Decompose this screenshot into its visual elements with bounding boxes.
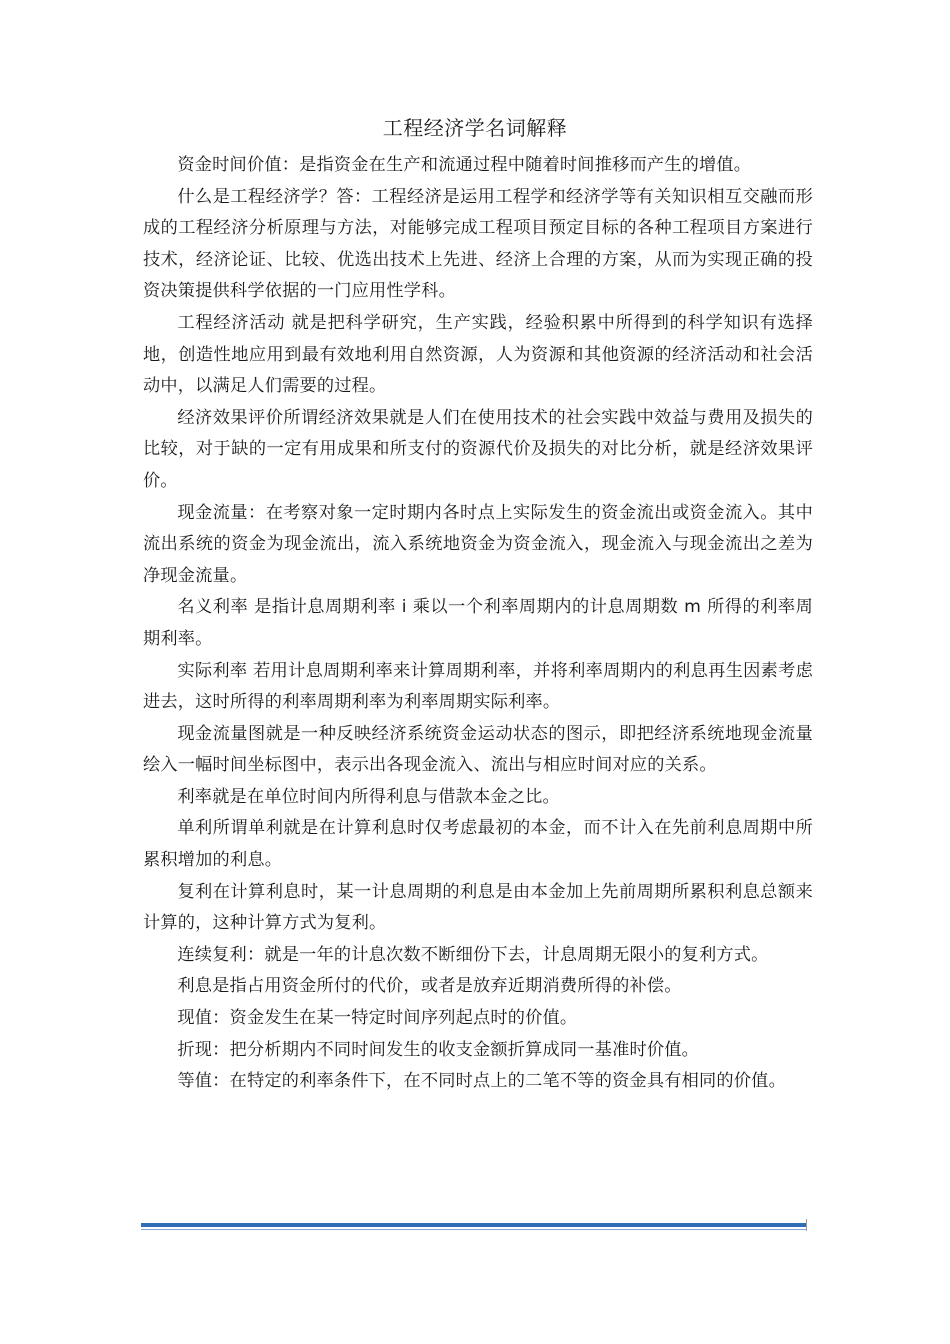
footer-divider-end-mark bbox=[806, 1219, 807, 1231]
paragraph-engineering-economic-activity: 工程经济活动 就是把科学研究，生产实践，经验积累中所得到的科学知识有选择地，创造性地应用到最有效地利用自然资源，人为资源和其他资源的经济活动和社会活动中，以满足人们需要的过程。 bbox=[143, 312, 813, 397]
paragraph-discounting: 折现：把分析期内不同时间发生的收支金额折算成同一基准时价值。 bbox=[177, 1039, 700, 1060]
document-title: 工程经济学名词解释 bbox=[382, 116, 568, 140]
paragraph-engineering-economics: 什么是工程经济学？答：工程经济是运用工程学和经济学等有关知识相互交融而形成的工程经济分析原理与方法，对能够完成工程项目预定目标的各种工程项目方案进行技术，经济论证、比较、优选出技术上先进、经济上合理的方案，从而为实现正确的投资决策提供科学依据的一门应用性学科。 bbox=[143, 186, 813, 302]
paragraph-continuous-compounding: 连续复利：就是一年的计息次数不断细份下去，计息周期无限小的复利方式。 bbox=[177, 944, 769, 965]
paragraph-present-value: 现值：资金发生在某一特定时间序列起点时的价值。 bbox=[177, 1008, 578, 1029]
footer-divider bbox=[141, 1223, 807, 1227]
paragraph-cash-flow: 现金流量：在考察对象一定时期内各时点上实际发生的资金流出或资金流入。其中流出系统的资金为现金流出，流入系统地资金为资金流入，现金流入与现金流出之差为净现金流量。 bbox=[143, 502, 813, 586]
document-body bbox=[143, 150, 813, 1098]
paragraph-equivalence: 等值：在特定的利率条件下，在不同时点上的二笔不等的资金具有相同的价值。 bbox=[177, 1071, 786, 1092]
paragraph-compound-interest: 复利在计算利息时，某一计息周期的利息是由本金加上先前周期所累积利息总额来计算的，这种计算方式为复利。 bbox=[143, 881, 813, 934]
paragraph-time-value-of-money: 资金时间价值：是指资金在生产和流通过程中随着时间推移而产生的增值。 bbox=[177, 155, 752, 175]
paragraph-interest-rate: 利率就是在单位时间内所得利息与借款本金之比。 bbox=[177, 786, 560, 807]
paragraph-cash-flow-diagram: 现金流量图就是一种反映经济系统资金运动状态的图示，即把经济系统地现金流量绘入一幅时间坐标图中，表示出各现金流入、流出与相应时间对应的关系。 bbox=[143, 723, 813, 776]
paragraph-economic-effect-evaluation: 经济效果评价所谓经济效果就是人们在使用技术的社会实践中效益与费用及损失的比较，对于缺的一定有用成果和所支付的资源代价及损失的对比分析，就是经济效果评价。 bbox=[143, 407, 813, 491]
footer-divider-thin bbox=[141, 1229, 807, 1230]
paragraph-nominal-interest-rate: 名义利率 是指计息周期利率 i 乘以一个利率周期内的计息周期数 m 所得的利率周期利率。 bbox=[143, 597, 813, 649]
paragraph-effective-interest-rate: 实际利率 若用计息周期利率来计算周期利率，并将利率周期内的利息再生因素考虑进去，这时所得的利率周期利率为利率周期实际利率。 bbox=[143, 660, 813, 713]
paragraph-interest: 利息是指占用资金所付的代价，或者是放弃近期消费所得的补偿。 bbox=[177, 976, 682, 997]
paragraph-simple-interest: 单利所谓单利就是在计算利息时仅考虑最初的本金，而不计入在先前利息周期中所累积增加的利息。 bbox=[143, 818, 813, 871]
